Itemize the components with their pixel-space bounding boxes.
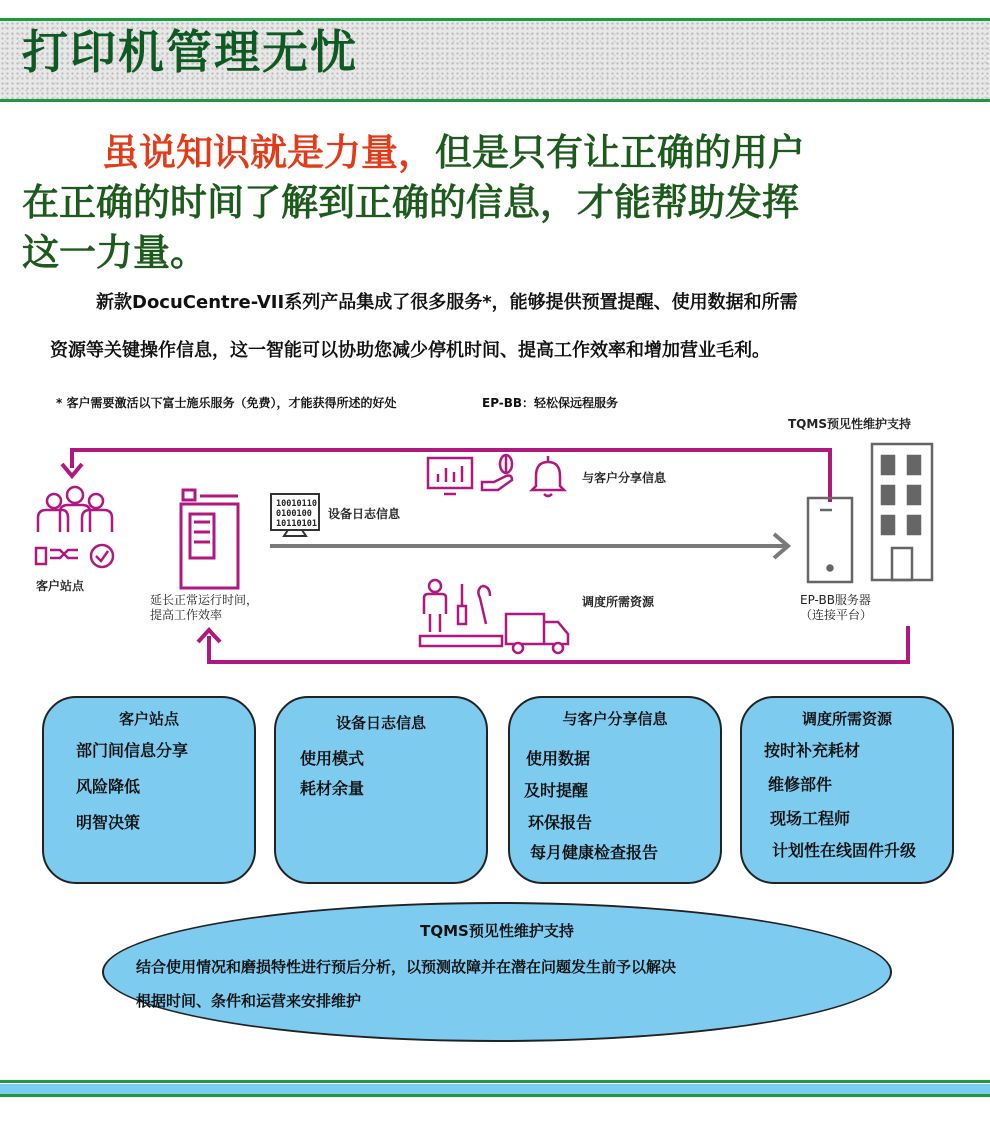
server-platform-label: （连接平台） [800, 608, 873, 622]
card-item: 及时提醒 [524, 781, 589, 800]
card-title: 与客户分享信息 [562, 710, 668, 728]
tqms-panel-line-1: 结合使用情况和磨损特性进行预后分析，以预测故障并在潜在问题发生前予以解决 [136, 958, 677, 976]
binary-line-3: 10110101 [276, 519, 317, 529]
improve-efficiency-label: 提高工作效率 [150, 608, 223, 622]
tqms-panel-line-2: 根据时间、条件和运营来安排维护 [136, 992, 362, 1010]
customer-site-card [42, 696, 256, 884]
card-item: 现场工程师 [770, 809, 851, 828]
footer-band [0, 1084, 990, 1094]
headline-line-3: 这一力量。 [22, 231, 207, 274]
resources-label: 调度所需资源 [582, 595, 655, 609]
engineer-icon [424, 580, 446, 632]
card-item: 使用数据 [526, 749, 591, 768]
tools-icon [458, 584, 490, 624]
extend-uptime-label: 延长正常运行时间， [150, 593, 259, 607]
tqms-diagram-label: TQMS预见性维护支持 [788, 417, 911, 431]
dispatch-resources-card [740, 696, 954, 884]
binary-line-2: 0100100 [276, 509, 312, 519]
building-icon [872, 444, 932, 580]
card-title: 调度所需资源 [801, 710, 892, 728]
card-item: 部门间信息分享 [76, 741, 189, 760]
footer-line-top [0, 1080, 990, 1083]
card-item: 维修部件 [768, 775, 833, 794]
binary-line-1: 10010110 [276, 499, 317, 509]
headline-line-2: 在正确的时间了解到正确的信息，才能帮助发挥 [22, 181, 799, 224]
footnote-left: * 客户需要激活以下富士施乐服务（免费），才能获得所述的好处 [56, 396, 397, 410]
share-info-label: 与客户分享信息 [582, 471, 667, 485]
card-item: 使用模式 [300, 749, 365, 768]
customer-site-label: 客户站点 [36, 579, 85, 593]
page-title: 打印机管理无忧 [22, 25, 358, 79]
tqms-panel-title: TQMS预见性维护支持 [420, 922, 574, 940]
headline-line-1 [102, 128, 805, 178]
device-log-card [274, 696, 488, 884]
card-item: 明智决策 [76, 813, 141, 832]
customer-people-icon [38, 487, 112, 532]
chart-monitor-icon [428, 458, 472, 494]
server-icon [808, 498, 852, 582]
share-info-card [508, 696, 722, 884]
log-info-label: 设备日志信息 [328, 507, 401, 521]
card-title: 设备日志信息 [335, 714, 426, 732]
card-title: 客户站点 [118, 710, 179, 728]
card-item: 计划性在线固件升级 [772, 841, 917, 860]
card-item: 环保报告 [528, 813, 593, 832]
footer-line-bottom [0, 1094, 990, 1097]
headline-highlight: 虽说知识就是力量， [102, 131, 435, 174]
card-item: 每月健康检查报告 [530, 843, 659, 862]
printer-icon [181, 490, 238, 588]
bell-icon [532, 456, 564, 496]
headline-line-1-rest: 但是只有让正确的用户 [435, 131, 805, 174]
parts-tray-icon [420, 636, 502, 646]
log-monitor-icon [271, 494, 319, 536]
intro-line-2: 资源等关键操作信息，这一智能可以协助您减少停机时间、提高工作效率和增加营业毛利。 [50, 340, 770, 361]
service-flow-diagram [0, 410, 990, 680]
delivery-truck-icon [506, 614, 568, 653]
server-label: EP-BB服务器 [800, 593, 871, 607]
shuffle-check-icon [36, 545, 113, 567]
card-item: 按时补充耗材 [764, 741, 861, 760]
card-item: 风险降低 [76, 777, 141, 796]
hand-leaf-icon [482, 455, 512, 490]
footnote-right: EP-BB：轻松保远程服务 [482, 396, 619, 410]
card-item: 耗材余量 [300, 779, 365, 798]
intro-line-1: 新款DocuCentre-VII系列产品集成了很多服务*，能够提供预置提醒、使用数据和所需 [96, 292, 798, 313]
